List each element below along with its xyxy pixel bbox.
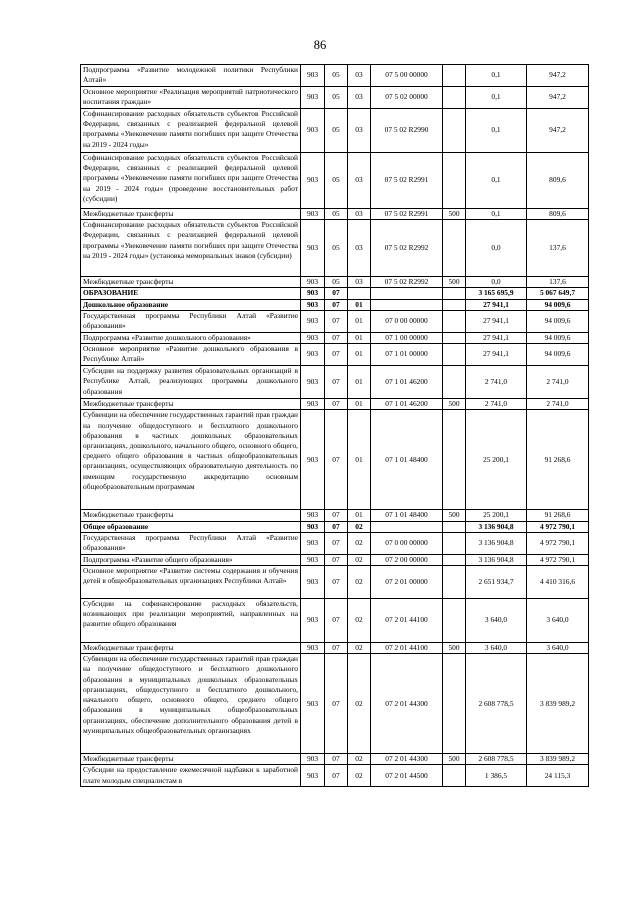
grbs-code: 903 bbox=[301, 565, 325, 598]
target-article-code: 07 1 01 48400 bbox=[371, 510, 443, 521]
section-code: 07 bbox=[325, 332, 348, 343]
row-name: Субвенции на обеспечение государственных гарантий прав граждан на получение общедоступного и бесплатного дошкольного образования в муниципальных дошкольных образовательных организациях, общедоступного и бесплатного дошкольного, начального общего, основного общего, среднего общего образования в муниципальных общеобразовательных организациях, обеспечение дополнительного образования детей в муниципальных общеобразовательных организациях bbox=[81, 654, 301, 754]
expense-type-code: 500 bbox=[443, 754, 466, 765]
amount-year-2: 947,2 bbox=[527, 109, 589, 153]
row-name: Субсидии на предоставление ежемесячной надбавки к заработной плате молодым специалистам в bbox=[81, 765, 301, 787]
expense-type-code: 500 bbox=[443, 209, 466, 220]
table-row bbox=[81, 153, 589, 209]
section-code: 07 bbox=[325, 654, 348, 754]
amount-year-2: 94 009,6 bbox=[527, 310, 589, 332]
amount-year-1: 2 608 778,5 bbox=[466, 754, 527, 765]
subsection-code: 02 bbox=[348, 642, 371, 653]
amount-year-1: 2 651 934,7 bbox=[466, 565, 527, 598]
row-name: Межбюджетные трансферты bbox=[81, 754, 301, 765]
amount-year-1: 3 640,0 bbox=[466, 598, 527, 642]
section-code: 05 bbox=[325, 153, 348, 209]
amount-year-1: 2 608 778,5 bbox=[466, 654, 527, 754]
grbs-code: 903 bbox=[301, 642, 325, 653]
amount-year-1: 3 136 904,8 bbox=[466, 554, 527, 565]
table-row bbox=[81, 65, 589, 87]
amount-year-1: 27 941,1 bbox=[466, 332, 527, 343]
section-code: 07 bbox=[325, 510, 348, 521]
target-article-code: 07 5 02 R2992 bbox=[371, 277, 443, 288]
amount-year-1: 3 136 904,8 bbox=[466, 532, 527, 554]
grbs-code: 903 bbox=[301, 510, 325, 521]
amount-year-2: 2 741,0 bbox=[527, 366, 589, 399]
grbs-code: 903 bbox=[301, 310, 325, 332]
section-code: 07 bbox=[325, 598, 348, 642]
subsection-code: 02 bbox=[348, 754, 371, 765]
section-code: 07 bbox=[325, 765, 348, 787]
section-code: 07 bbox=[325, 299, 348, 310]
grbs-code: 903 bbox=[301, 87, 325, 109]
amount-year-2: 947,2 bbox=[527, 65, 589, 87]
section-code: 05 bbox=[325, 65, 348, 87]
expense-type-code bbox=[443, 765, 466, 787]
subsection-code: 03 bbox=[348, 87, 371, 109]
amount-year-2: 91 268,6 bbox=[527, 510, 589, 521]
budget-table bbox=[80, 64, 589, 787]
target-article-code: 07 1 00 00000 bbox=[371, 332, 443, 343]
expense-type-code bbox=[443, 554, 466, 565]
amount-year-1: 3 165 695,9 bbox=[466, 288, 527, 299]
table-row bbox=[81, 310, 589, 332]
section-code: 07 bbox=[325, 754, 348, 765]
amount-year-2: 137,6 bbox=[527, 220, 589, 277]
grbs-code: 903 bbox=[301, 332, 325, 343]
amount-year-2: 809,6 bbox=[527, 209, 589, 220]
expense-type-code bbox=[443, 332, 466, 343]
row-name: Подпрограмма «Развитие молодежной политики Республики Алтай» bbox=[81, 65, 301, 87]
subsection-code: 03 bbox=[348, 209, 371, 220]
row-name: Межбюджетные трансферты bbox=[81, 277, 301, 288]
amount-year-2: 91 268,6 bbox=[527, 410, 589, 510]
section-code: 05 bbox=[325, 109, 348, 153]
target-article-code: 07 1 01 46200 bbox=[371, 399, 443, 410]
row-name: Основное мероприятие «Развитие дошкольного образования в Республике Алтай» bbox=[81, 344, 301, 366]
table-row bbox=[81, 565, 589, 598]
amount-year-1: 27 941,1 bbox=[466, 344, 527, 366]
subsection-code: 01 bbox=[348, 410, 371, 510]
grbs-code: 903 bbox=[301, 399, 325, 410]
table-row bbox=[81, 332, 589, 343]
amount-year-2: 4 972 790,1 bbox=[527, 532, 589, 554]
target-article-code: 07 1 01 46200 bbox=[371, 366, 443, 399]
table-row bbox=[81, 654, 589, 754]
subsection-code: 01 bbox=[348, 366, 371, 399]
subsection-code: 01 bbox=[348, 510, 371, 521]
expense-type-code bbox=[443, 109, 466, 153]
grbs-code: 903 bbox=[301, 299, 325, 310]
expense-type-code bbox=[443, 153, 466, 209]
table-row bbox=[81, 554, 589, 565]
amount-year-1: 0,0 bbox=[466, 277, 527, 288]
table-row bbox=[81, 299, 589, 310]
amount-year-1: 1 386,5 bbox=[466, 765, 527, 787]
section-code: 05 bbox=[325, 277, 348, 288]
amount-year-1: 0,1 bbox=[466, 209, 527, 220]
subsection-code: 02 bbox=[348, 765, 371, 787]
row-name: Межбюджетные трансферты bbox=[81, 399, 301, 410]
row-name: Государственная программа Республики Алтай «Развитие образования» bbox=[81, 532, 301, 554]
amount-year-1: 0,1 bbox=[466, 87, 527, 109]
expense-type-code: 500 bbox=[443, 510, 466, 521]
table-row bbox=[81, 209, 589, 220]
table-row bbox=[81, 521, 589, 532]
row-name: Дошкольное образование bbox=[81, 299, 301, 310]
target-article-code: 07 0 00 00000 bbox=[371, 310, 443, 332]
amount-year-2: 2 741,0 bbox=[527, 399, 589, 410]
row-name: Межбюджетные трансферты bbox=[81, 209, 301, 220]
subsection-code: 02 bbox=[348, 598, 371, 642]
subsection-code: 01 bbox=[348, 332, 371, 343]
subsection-code: 01 bbox=[348, 310, 371, 332]
amount-year-1: 0,1 bbox=[466, 65, 527, 87]
target-article-code: 07 2 01 44100 bbox=[371, 642, 443, 653]
row-name: Субсидии на поддержку развития образовательных организаций в Республике Алтай, реализующих программы дошкольного образования bbox=[81, 366, 301, 399]
amount-year-2: 947,2 bbox=[527, 87, 589, 109]
table-row bbox=[81, 344, 589, 366]
grbs-code: 903 bbox=[301, 765, 325, 787]
expense-type-code bbox=[443, 310, 466, 332]
subsection-code: 03 bbox=[348, 153, 371, 209]
expense-type-code bbox=[443, 220, 466, 277]
table-row bbox=[81, 399, 589, 410]
table-row bbox=[81, 532, 589, 554]
section-code: 07 bbox=[325, 642, 348, 653]
subsection-code: 02 bbox=[348, 521, 371, 532]
amount-year-2: 5 067 649,7 bbox=[527, 288, 589, 299]
subsection-code: 02 bbox=[348, 565, 371, 598]
expense-type-code bbox=[443, 87, 466, 109]
amount-year-2: 4 410 316,6 bbox=[527, 565, 589, 598]
table-row bbox=[81, 109, 589, 153]
expense-type-code bbox=[443, 565, 466, 598]
section-code: 07 bbox=[325, 344, 348, 366]
target-article-code: 07 0 00 00000 bbox=[371, 532, 443, 554]
row-name: Государственная программа Республики Алтай «Развитие образования» bbox=[81, 310, 301, 332]
amount-year-2: 3 640,0 bbox=[527, 598, 589, 642]
section-code: 05 bbox=[325, 220, 348, 277]
target-article-code: 07 1 01 48400 bbox=[371, 410, 443, 510]
expense-type-code bbox=[443, 532, 466, 554]
target-article-code: 07 5 00 00000 bbox=[371, 65, 443, 87]
target-article-code: 07 2 01 00000 bbox=[371, 565, 443, 598]
amount-year-1: 25 200,1 bbox=[466, 510, 527, 521]
grbs-code: 903 bbox=[301, 410, 325, 510]
row-name: Софинансирование расходных обязательств субъектов Российской Федерации, связанных с реализацией федеральной целевой программы «Увековечение памяти погибших при защите Отечества на 2019 - 2024 годы» bbox=[81, 109, 301, 153]
expense-type-code bbox=[443, 65, 466, 87]
target-article-code: 07 1 01 00000 bbox=[371, 344, 443, 366]
subsection-code: 03 bbox=[348, 65, 371, 87]
grbs-code: 903 bbox=[301, 288, 325, 299]
row-name: ОБРАЗОВАНИЕ bbox=[81, 288, 301, 299]
amount-year-1: 27 941,1 bbox=[466, 299, 527, 310]
target-article-code: 07 5 02 R2991 bbox=[371, 153, 443, 209]
section-code: 07 bbox=[325, 410, 348, 510]
target-article-code: 07 5 02 R2992 bbox=[371, 220, 443, 277]
amount-year-1: 0,0 bbox=[466, 220, 527, 277]
target-article-code bbox=[371, 288, 443, 299]
subsection-code: 03 bbox=[348, 220, 371, 277]
amount-year-2: 137,6 bbox=[527, 277, 589, 288]
row-name: Подпрограмма «Развитие дошкольного образования» bbox=[81, 332, 301, 343]
target-article-code bbox=[371, 299, 443, 310]
expense-type-code bbox=[443, 366, 466, 399]
table-row bbox=[81, 765, 589, 787]
subsection-code: 02 bbox=[348, 654, 371, 754]
amount-year-1: 3 640,0 bbox=[466, 642, 527, 653]
amount-year-1: 2 741,0 bbox=[466, 366, 527, 399]
target-article-code: 07 2 01 44300 bbox=[371, 654, 443, 754]
row-name: Субвенции на обеспечение государственных гарантий прав граждан на получение общедоступного и бесплатного дошкольного образования в частных дошкольных образовательных организациях, дошкольного, начального общего, основного общего, среднего общего образования в частных общеобразовательных организациях, осуществляющих образовательную деятельность по имеющим государственную аккредитацию основным общеобразовательным программам bbox=[81, 410, 301, 510]
grbs-code: 903 bbox=[301, 109, 325, 153]
table-row bbox=[81, 642, 589, 653]
grbs-code: 903 bbox=[301, 521, 325, 532]
table-row bbox=[81, 277, 589, 288]
row-name: Основное мероприятие «Развитие системы содержания и обучения детей в общеобразовательных организациях Республики Алтай» bbox=[81, 565, 301, 598]
amount-year-1: 0,1 bbox=[466, 153, 527, 209]
amount-year-2: 4 972 790,1 bbox=[527, 554, 589, 565]
expense-type-code bbox=[443, 410, 466, 510]
amount-year-2: 809,6 bbox=[527, 153, 589, 209]
grbs-code: 903 bbox=[301, 754, 325, 765]
section-code: 07 bbox=[325, 532, 348, 554]
page-number: 86 bbox=[313, 38, 327, 52]
grbs-code: 903 bbox=[301, 654, 325, 754]
section-code: 05 bbox=[325, 209, 348, 220]
amount-year-2: 3 640,0 bbox=[527, 642, 589, 653]
table-row bbox=[81, 220, 589, 277]
row-name: Софинансирование расходных обязательств субъектов Российской Федерации, связанных с реализацией федеральной целевой программы «Увековечение памяти погибших при защите Отечества на 2019 - 2024 годы» (проведение восстановительных работ (субсидии) bbox=[81, 153, 301, 209]
amount-year-1: 3 136 904,8 bbox=[466, 521, 527, 532]
target-article-code: 07 2 01 44300 bbox=[371, 754, 443, 765]
section-code: 07 bbox=[325, 288, 348, 299]
target-article-code: 07 5 02 R2990 bbox=[371, 109, 443, 153]
target-article-code bbox=[371, 521, 443, 532]
expense-type-code bbox=[443, 288, 466, 299]
section-code: 07 bbox=[325, 554, 348, 565]
section-code: 07 bbox=[325, 565, 348, 598]
amount-year-1: 27 941,1 bbox=[466, 310, 527, 332]
row-name: Межбюджетные трансферты bbox=[81, 642, 301, 653]
table-row bbox=[81, 366, 589, 399]
target-article-code: 07 2 00 00000 bbox=[371, 554, 443, 565]
row-name: Основное мероприятие «Реализация мероприятий патриотического воспитания граждан» bbox=[81, 87, 301, 109]
expense-type-code: 500 bbox=[443, 277, 466, 288]
amount-year-2: 24 115,3 bbox=[527, 765, 589, 787]
table-row bbox=[81, 598, 589, 642]
row-name: Межбюджетные трансферты bbox=[81, 510, 301, 521]
section-code: 07 bbox=[325, 399, 348, 410]
amount-year-2: 94 009,6 bbox=[527, 332, 589, 343]
section-code: 05 bbox=[325, 87, 348, 109]
grbs-code: 903 bbox=[301, 366, 325, 399]
amount-year-1: 0,1 bbox=[466, 109, 527, 153]
section-code: 07 bbox=[325, 366, 348, 399]
grbs-code: 903 bbox=[301, 209, 325, 220]
subsection-code: 03 bbox=[348, 109, 371, 153]
section-code: 07 bbox=[325, 310, 348, 332]
target-article-code: 07 2 01 44100 bbox=[371, 598, 443, 642]
subsection-code: 01 bbox=[348, 299, 371, 310]
grbs-code: 903 bbox=[301, 598, 325, 642]
table-row bbox=[81, 410, 589, 510]
expense-type-code: 500 bbox=[443, 642, 466, 653]
expense-type-code bbox=[443, 654, 466, 754]
amount-year-2: 4 972 790,1 bbox=[527, 521, 589, 532]
expense-type-code bbox=[443, 344, 466, 366]
amount-year-2: 94 009,6 bbox=[527, 344, 589, 366]
amount-year-2: 3 839 989,2 bbox=[527, 654, 589, 754]
amount-year-1: 25 200,1 bbox=[466, 410, 527, 510]
subsection-code: 01 bbox=[348, 344, 371, 366]
target-article-code: 07 2 01 44500 bbox=[371, 765, 443, 787]
expense-type-code bbox=[443, 521, 466, 532]
subsection-code: 02 bbox=[348, 554, 371, 565]
table-row bbox=[81, 288, 589, 299]
subsection-code: 03 bbox=[348, 277, 371, 288]
row-name: Общее образование bbox=[81, 521, 301, 532]
row-name: Подпрограмма «Развитие общего образования» bbox=[81, 554, 301, 565]
grbs-code: 903 bbox=[301, 554, 325, 565]
grbs-code: 903 bbox=[301, 532, 325, 554]
table-row bbox=[81, 510, 589, 521]
expense-type-code bbox=[443, 598, 466, 642]
grbs-code: 903 bbox=[301, 344, 325, 366]
expense-type-code: 500 bbox=[443, 399, 466, 410]
grbs-code: 903 bbox=[301, 153, 325, 209]
grbs-code: 903 bbox=[301, 220, 325, 277]
table-row bbox=[81, 87, 589, 109]
row-name: Софинансирование расходных обязательств субъектов Российской Федерации, связанных с реализацией федеральной целевой программы «Увековечение памяти погибших при защите Отечества на 2019 - 2024 годы» (установка мемориальных знаков (субсидии) bbox=[81, 220, 301, 277]
table-row bbox=[81, 754, 589, 765]
subsection-code bbox=[348, 288, 371, 299]
expense-type-code bbox=[443, 299, 466, 310]
subsection-code: 02 bbox=[348, 532, 371, 554]
target-article-code: 07 5 02 00000 bbox=[371, 87, 443, 109]
grbs-code: 903 bbox=[301, 65, 325, 87]
amount-year-2: 94 009,6 bbox=[527, 299, 589, 310]
target-article-code: 07 5 02 R2991 bbox=[371, 209, 443, 220]
grbs-code: 903 bbox=[301, 277, 325, 288]
subsection-code: 01 bbox=[348, 399, 371, 410]
amount-year-2: 3 839 989,2 bbox=[527, 754, 589, 765]
amount-year-1: 2 741,0 bbox=[466, 399, 527, 410]
row-name: Субсидии на софинансирование расходных обязательств, возникающих при реализации мероприятий, направленных на развитие общего образования bbox=[81, 598, 301, 642]
section-code: 07 bbox=[325, 521, 348, 532]
